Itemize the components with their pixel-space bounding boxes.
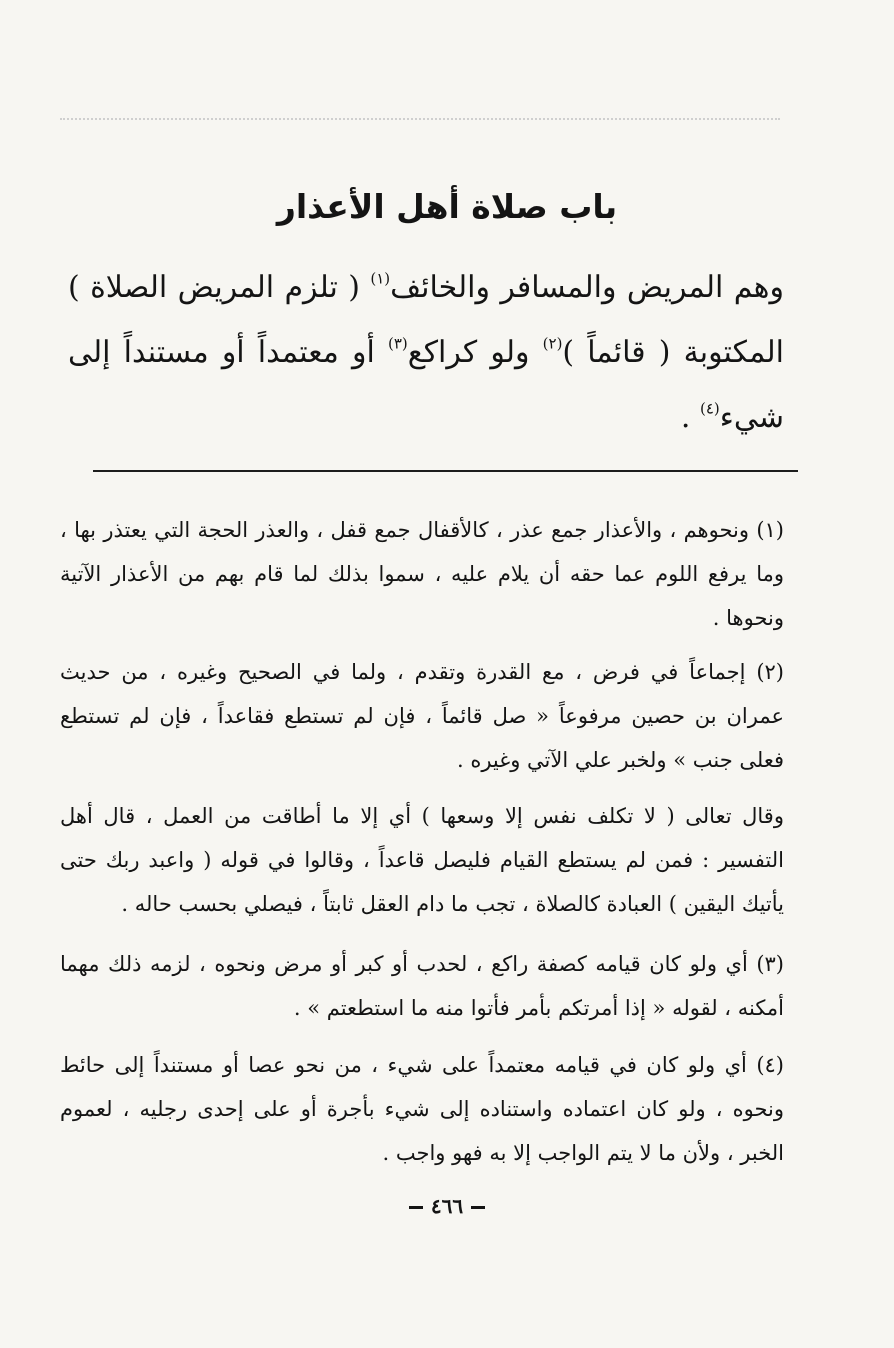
footnote-4: (٤) أي ولو كان في قيامه معتمداً على شيء ، من نحو عصا أو مستنداً إلى حائط ونحوه ، ولو كان اعتماده واستناده إلى شيء بأجرة أو على إحدى رجليه ، لعموم الخبر ، ولأن ما لا يتم الواجب إلا به فهو واجب . <box>60 1053 784 1165</box>
header-dotted-line <box>60 118 780 136</box>
footnote-ref-1: (١) <box>370 269 391 288</box>
main-text-part: . <box>680 400 700 435</box>
footnote-separator <box>93 470 798 472</box>
main-text <box>68 255 784 450</box>
footnote-ref-2: (٢) <box>542 334 563 353</box>
page-number <box>0 1194 894 1218</box>
page-number-value: ٤٦٦ <box>430 1194 464 1218</box>
footnote-ref-3: (٣) <box>387 334 408 353</box>
footnote-ref-4: (٤) <box>699 399 720 418</box>
main-text-part: وهم المريض والمسافر والخائف <box>390 270 784 305</box>
main-text-part: ولو كراكع <box>407 335 543 370</box>
footnote-3: (٣) أي ولو كان قيامه كصفة راكع ، لحدب أو كبر أو مرض ونحوه ، لزمه ذلك مهما أمكنه ، لقوله « إذا أمرتكم بأمر فأتوا منه ما استطعتم » . <box>60 952 784 1020</box>
footnote-1: (١) ونحوهم ، والأعذار جمع عذر ، كالأقفال جمع قفل ، والعذر الحجة التي يعتذر بها ، وما يرفع اللوم عما حقه أن يلام عليه ، سموا بذلك لما قام بهم من الأعذار الآتية ونحوها . <box>60 518 784 630</box>
footnote-2: (٢) إجماعاً في فرض ، مع القدرة وتقدم ، ولما في الصحيح وغيره ، من حديث عمران بن حصين مرفوعاً « صل قائماً ، فإن لم تستطع فقاعداً ، فإن لم تستطع فعلى جنب » ولخبر علي الآتي وغيره . <box>60 660 784 772</box>
footnote-2-continuation: وقال تعالى ( لا تكلف نفس إلا وسعها ) أي إلا ما أطاقت من العمل ، قال أهل التفسير : فمن لم يستطع القيام فليصل قاعداً ، وقالوا في قوله ( واعبد ربك حتى يأتيك اليقين ) العبادة كالصلاة ، تجب ما دام العقل ثابتاً ، فيصلي بحسب حاله . <box>60 804 784 916</box>
main-text-part: أو معتمداً أو مستنداً إلى شيء <box>68 335 784 435</box>
main-text-part: ( تلزم المريض الصلاة ) المكتوبة ( قائماً ) <box>68 270 784 370</box>
chapter-heading: باب صلاة أهل الأعذار <box>276 187 618 226</box>
page-number-dash <box>409 1206 423 1209</box>
page-number-dash <box>471 1206 485 1209</box>
